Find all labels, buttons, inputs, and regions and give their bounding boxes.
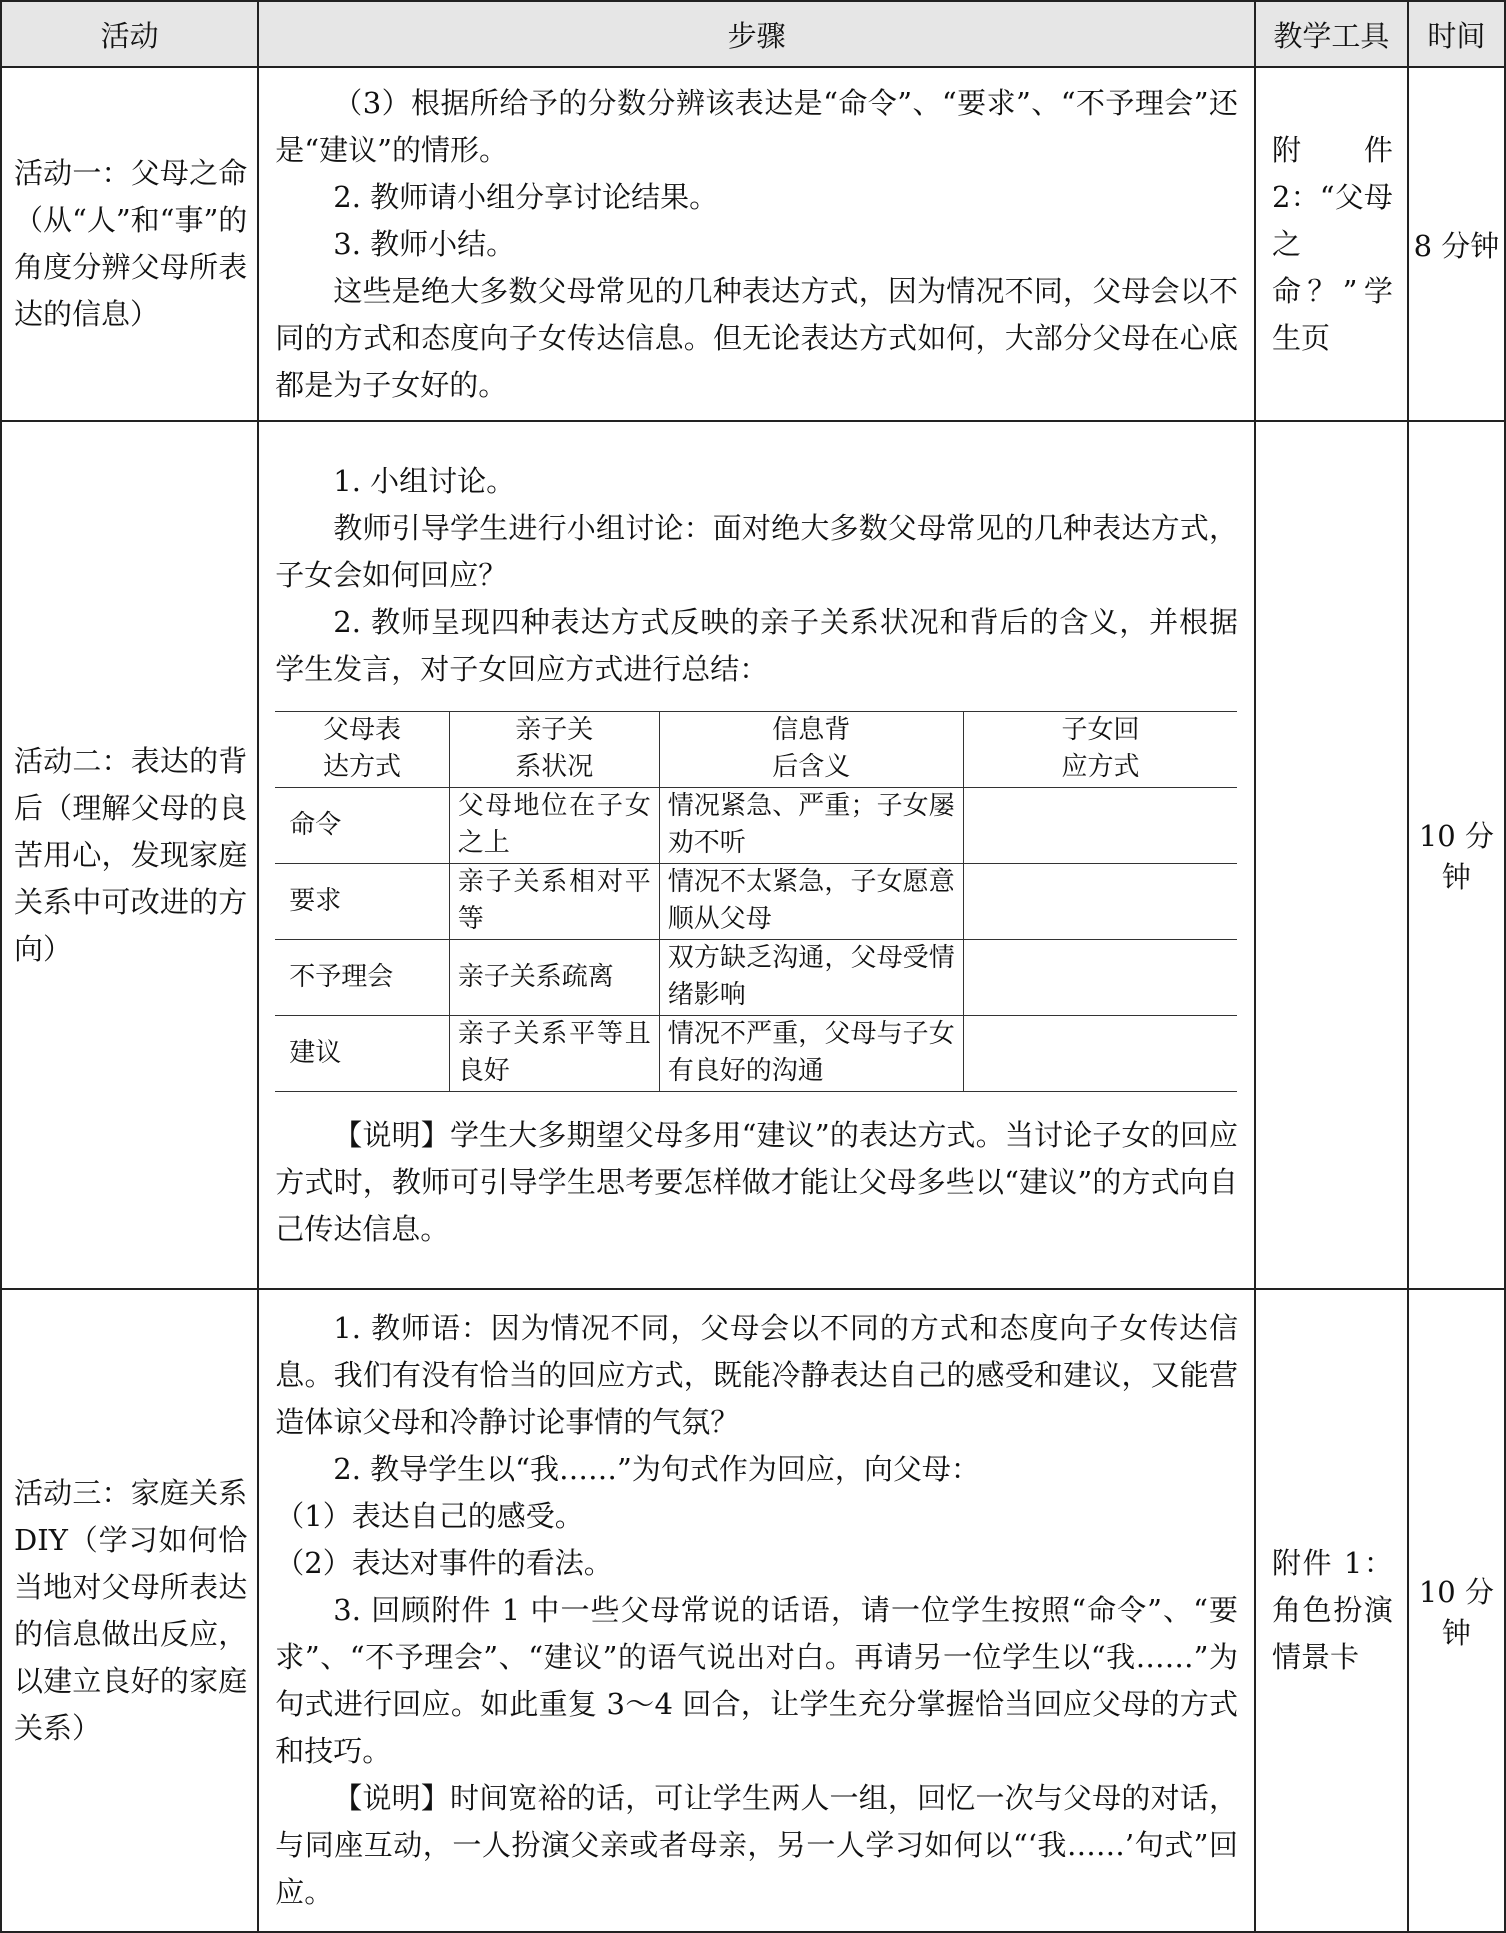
step-text: 3. 教师小结。 bbox=[333, 226, 516, 261]
step-text: 3. 回顾附件 1 中一些父母常说的话语，请一位学生按照“命令”、“要求”、“不予理会”、“建议”的语气说出对白。再请另一位学生以“我……”为句式进行回应。如此重复 3～4 回合，让学生充分掌握恰当回应父母的方式和技巧。 bbox=[275, 1593, 1238, 1768]
relationship-status: 父母地位在子女之上 bbox=[449, 787, 659, 863]
step-text: （2）表达对事件的看法。 bbox=[275, 1546, 613, 1580]
expression-row bbox=[275, 1015, 1237, 1091]
steps-cell bbox=[258, 421, 1255, 1289]
step-text: 1. 教师语：因为情况不同，父母会以不同的方式和态度向子女传达信息。我们有没有恰当的回应方式，既能冷静表达自己的感受和建议，又能营造体谅父母和冷静讨论事情的气氛？ bbox=[275, 1311, 1238, 1439]
activity-cell: 活动二：表达的背后（理解父母的良苦用心，发现家庭关系中可改进的方向） bbox=[1, 421, 258, 1289]
expression-table-header bbox=[275, 711, 1237, 787]
inner-header-cell: 子女回 应方式 bbox=[963, 711, 1237, 787]
relationship-status: 亲子关系平等且良好 bbox=[449, 1015, 659, 1091]
steps-cell bbox=[258, 1289, 1255, 1932]
tools-cell bbox=[1255, 421, 1408, 1289]
step-text: 这些是绝大多数父母常见的几种表达方式，因为情况不同，父母会以不同的方式和态度向子女传达信息。但无论表达方式如何，大部分父母在心底都是为子女好的。 bbox=[275, 273, 1238, 402]
step-text: 教师引导学生进行小组讨论：面对绝大多数父母常见的几种表达方式，子女会如何回应？ bbox=[275, 510, 1238, 592]
child-response bbox=[963, 787, 1237, 863]
child-response bbox=[963, 939, 1237, 1015]
relationship-status: 亲子关系疏离 bbox=[449, 939, 659, 1015]
expression-type: 要求 bbox=[275, 863, 449, 939]
hidden-meaning: 情况不太紧急，子女愿意顺从父母 bbox=[659, 863, 963, 939]
inner-header-cell: 父母表 达方式 bbox=[275, 711, 449, 787]
expression-row bbox=[275, 863, 1237, 939]
header-steps: 步骤 bbox=[258, 1, 1255, 67]
child-response bbox=[963, 1015, 1237, 1091]
time-cell: 10 分钟 bbox=[1408, 421, 1505, 1289]
step-text: 2. 教师呈现四种表达方式反映的亲子关系状况和背后的含义，并根据学生发言，对子女回应方式进行总结： bbox=[275, 604, 1238, 686]
expression-type: 命令 bbox=[275, 787, 449, 863]
hidden-meaning: 双方缺乏沟通，父母受情绪影响 bbox=[659, 939, 963, 1015]
inner-header-cell: 亲子关 系状况 bbox=[449, 711, 659, 787]
tools-cell: 附件2：“父母之命？”学生页 bbox=[1255, 67, 1408, 421]
time-cell: 8 分钟 bbox=[1408, 67, 1505, 421]
header-activity: 活动 bbox=[1, 1, 258, 67]
activity-cell: 活动三：家庭关系 DIY（学习如何恰当地对父母所表达的信息做出反应，以建立良好的家庭关系） bbox=[1, 1289, 258, 1932]
time-cell: 10 分钟 bbox=[1408, 1289, 1505, 1932]
activity-cell: 活动一：父母之命（从“人”和“事”的角度分辨父母所表达的信息） bbox=[1, 67, 258, 421]
step-text: （1）表达自己的感受。 bbox=[275, 1499, 584, 1533]
table-row bbox=[1, 1289, 1505, 1932]
expression-table bbox=[275, 711, 1237, 1092]
hidden-meaning: 情况紧急、严重；子女屡劝不听 bbox=[659, 787, 963, 863]
table-row bbox=[1, 67, 1505, 421]
step-text: 2. 教师请小组分享讨论结果。 bbox=[333, 179, 719, 214]
header-tools: 教学工具 bbox=[1255, 1, 1408, 67]
relationship-status: 亲子关系相对平等 bbox=[449, 863, 659, 939]
tools-cell: 附件 1：角色扮演情景卡 bbox=[1255, 1289, 1408, 1932]
note-text: 【说明】时间宽裕的话，可让学生两人一组，回忆一次与父母的对话，与同座互动，一人扮演父亲或者母亲，另一人学习如何以“‘我……’句式”回应。 bbox=[275, 1781, 1238, 1909]
expression-row bbox=[275, 939, 1237, 1015]
child-response bbox=[963, 863, 1237, 939]
inner-header-cell: 信息背 后含义 bbox=[659, 711, 963, 787]
note-text: 【说明】学生大多期望父母多用“建议”的表达方式。当讨论子女的回应方式时，教师可引导学生思考要怎样做才能让父母多些以“建议”的方式向自己传达信息。 bbox=[275, 1117, 1238, 1246]
step-text: 2. 教导学生以“我……”为句式作为回应，向父母： bbox=[333, 1452, 980, 1486]
hidden-meaning: 情况不严重，父母与子女有良好的沟通 bbox=[659, 1015, 963, 1091]
expression-row bbox=[275, 787, 1237, 863]
step-text: （3）根据所给予的分数分辨该表达是“命令”、“要求”、“不予理会”还是“建议”的情形。 bbox=[275, 85, 1238, 167]
header-row bbox=[1, 1, 1505, 67]
expression-type: 建议 bbox=[275, 1015, 449, 1091]
steps-cell bbox=[258, 67, 1255, 421]
table-row bbox=[1, 421, 1505, 1289]
step-text: 1. 小组讨论。 bbox=[333, 463, 516, 498]
expression-type: 不予理会 bbox=[275, 939, 449, 1015]
header-time: 时间 bbox=[1408, 1, 1505, 67]
